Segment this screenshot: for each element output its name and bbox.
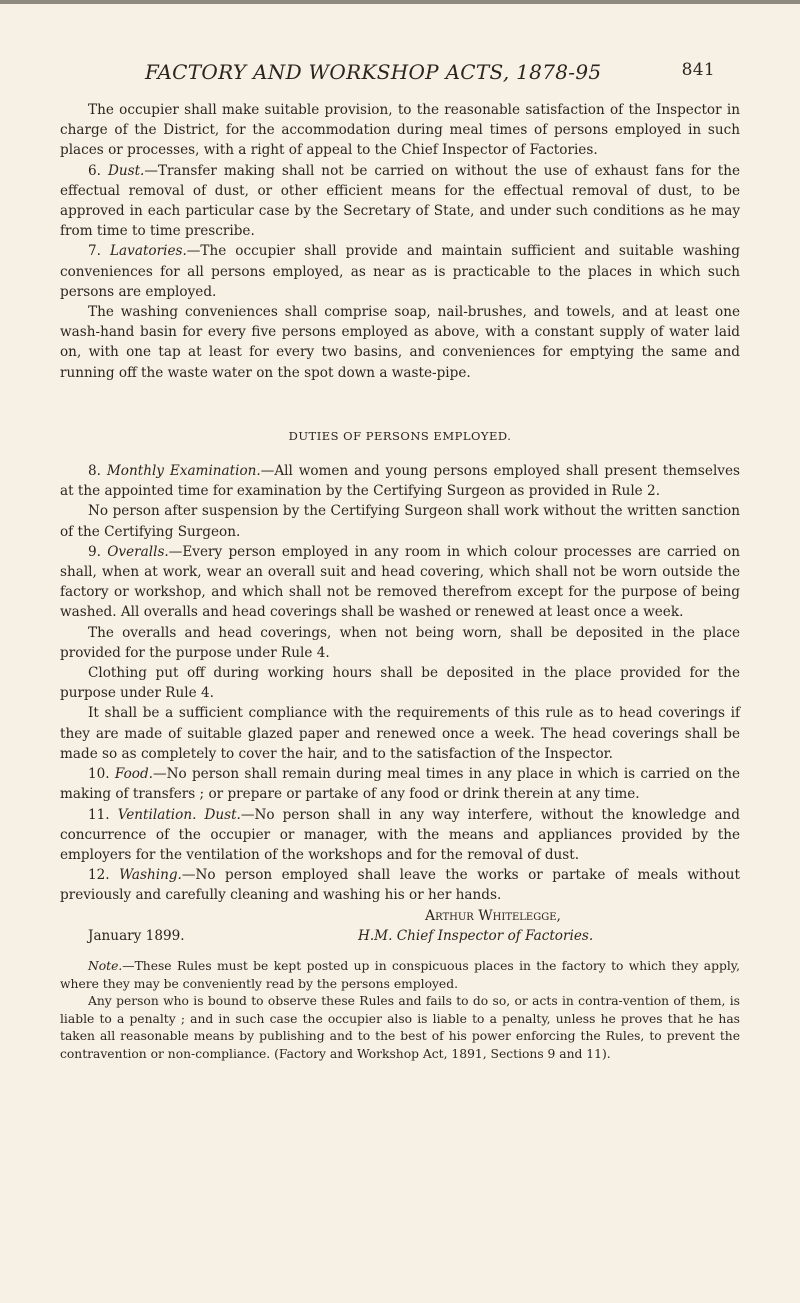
note-label: Note.	[88, 958, 123, 973]
paragraph-suspension: No person after suspension by the Certifying Surgeon shall work without the written sanction of the Certifying Surgeon.	[60, 503, 740, 540]
paragraph-washing: The washing conveniences shall comprise soap, nail-brushes, and towels, and at least one wash-hand basin for every five persons employed as above, with a constant supply of water laid on, with one tap at least for every two basins, and conveniences for emptying the same and running off the waste water on the spot down a waste-pipe.	[60, 304, 740, 381]
signatory-title: H.M. Chief Inspector of Factories.	[358, 927, 594, 944]
note-text-1: —These Rules must be kept posted up in conspicuous places in the factory to which they apply, where they may be conveniently read by the persons employed.	[60, 958, 740, 991]
rule-8-title: Monthly Examination.	[106, 463, 261, 480]
rule-9-number: 9.	[88, 543, 101, 560]
rule-8-text: —All women and young persons employed shall present themselves at the appointed time for examination by the Certifying Surgeon as provided in Rule 2.	[60, 463, 740, 500]
signature-date: January 1899.	[88, 927, 185, 944]
rule-10-title: Food.	[114, 766, 153, 783]
rule-10-number: 10.	[88, 766, 110, 783]
top-rule	[0, 0, 800, 4]
rule-9-text: —Every person employed in any room in which colour processes are carried on shall, when at work, wear an overall suit and head covering, which shall not be worn outside the factory or workshop, and which shall not be removed therefrom except for the purpose of being washed. All overalls and head coverings shall be washed or renewed at least once a week.	[60, 543, 740, 621]
rule-7-title: Lavatories.	[110, 243, 187, 260]
note-paragraph-1	[60, 958, 740, 993]
rule-7-text: —The occupier shall provide and maintain sufficient and suitable washing conveniences for all persons employed, as near as is practicable to the places in which such persons are employed.	[60, 243, 740, 300]
rule-11-title: Ventilation. Dust.	[117, 806, 241, 823]
rule-6-title: Dust.	[107, 162, 145, 179]
rule-7-number: 7.	[88, 243, 101, 260]
rule-7	[60, 241, 740, 302]
signatory-name: Arthur Whitelegge,	[425, 907, 561, 924]
signature-line	[60, 926, 740, 946]
paragraph-occupier: The occupier shall make suitable provision, to the reasonable satisfaction of the Inspector in charge of the District, for the accommodation during meal times of persons employed in such places or processes, with a right of appeal to the Chief Inspector of Factories.	[60, 102, 740, 159]
rule-11	[60, 805, 740, 866]
rule-8	[60, 461, 740, 501]
paragraph-clothing: Clothing put off during working hours shall be deposited in the place provided for the purpose under Rule 4.	[60, 665, 740, 702]
running-title: FACTORY AND WORKSHOP ACTS, 1878-95	[145, 60, 602, 84]
rule-6	[60, 161, 740, 242]
note-paragraph-2: Any person who is bound to observe these Rules and fails to do so, or acts in contra-vention of them, is liable to a penalty ; and in such case the occupier also is liable to a penalty, unless he proves that he has taken all reasonable means by publishing and to the best of his power enforcing the Rules, to prevent the contravention or non-compliance. (Factory and Workshop Act, 1891, Sections 9 and 11).	[60, 994, 740, 1061]
rule-10-text: —No person shall remain during meal times in any place in which is carried on the making of transfers ; or prepare or partake of any food or drink therein at any time.	[60, 766, 740, 803]
paragraph-compliance: It shall be a sufficient compliance with the requirements of this rule as to head coverings if they are made of suitable glazed paper and renewed once a week. The head coverings shall be made so as completely to cover the hair, and to the satisfaction of the Inspector.	[60, 705, 740, 762]
body-text	[60, 100, 740, 1063]
paragraph-overalls-deposit: The overalls and head coverings, when not being worn, shall be deposited in the place provided for the purpose under Rule 4.	[60, 624, 740, 661]
rule-8-number: 8.	[88, 463, 101, 480]
rule-6-number: 6.	[88, 162, 101, 179]
rule-10	[60, 764, 740, 804]
page-number: 841	[681, 60, 715, 80]
rule-12-text: —No person employed shall leave the works or partake of meals without previously and carefully cleaning and washing his or her hands.	[60, 867, 740, 904]
rule-12	[60, 865, 740, 905]
rule-11-text: —No person shall in any way interfere, without the knowledge and concurrence of the occupier or manager, with the means and appliances provided by the employers for the ventilation of the workshops and for the removal of dust.	[60, 806, 741, 863]
section-heading: DUTIES OF PERSONS EMPLOYED.	[288, 428, 512, 443]
rule-9	[60, 542, 740, 623]
rule-9-title: Overalls.	[107, 543, 169, 560]
rule-12-title: Washing.	[119, 867, 182, 884]
rule-11-number: 11.	[88, 806, 110, 823]
rule-12-number: 12.	[88, 867, 110, 884]
rule-6-text: —Transfer making shall not be carried on without the use of exhaust fans for the effectual removal of dust, or other efficient means for the effectual removal of dust, to be approved in each particular case by the Secretary of State, and under such conditions as he may from time to time prescribe.	[60, 162, 740, 240]
running-header	[145, 60, 715, 84]
note-block	[60, 958, 740, 1064]
